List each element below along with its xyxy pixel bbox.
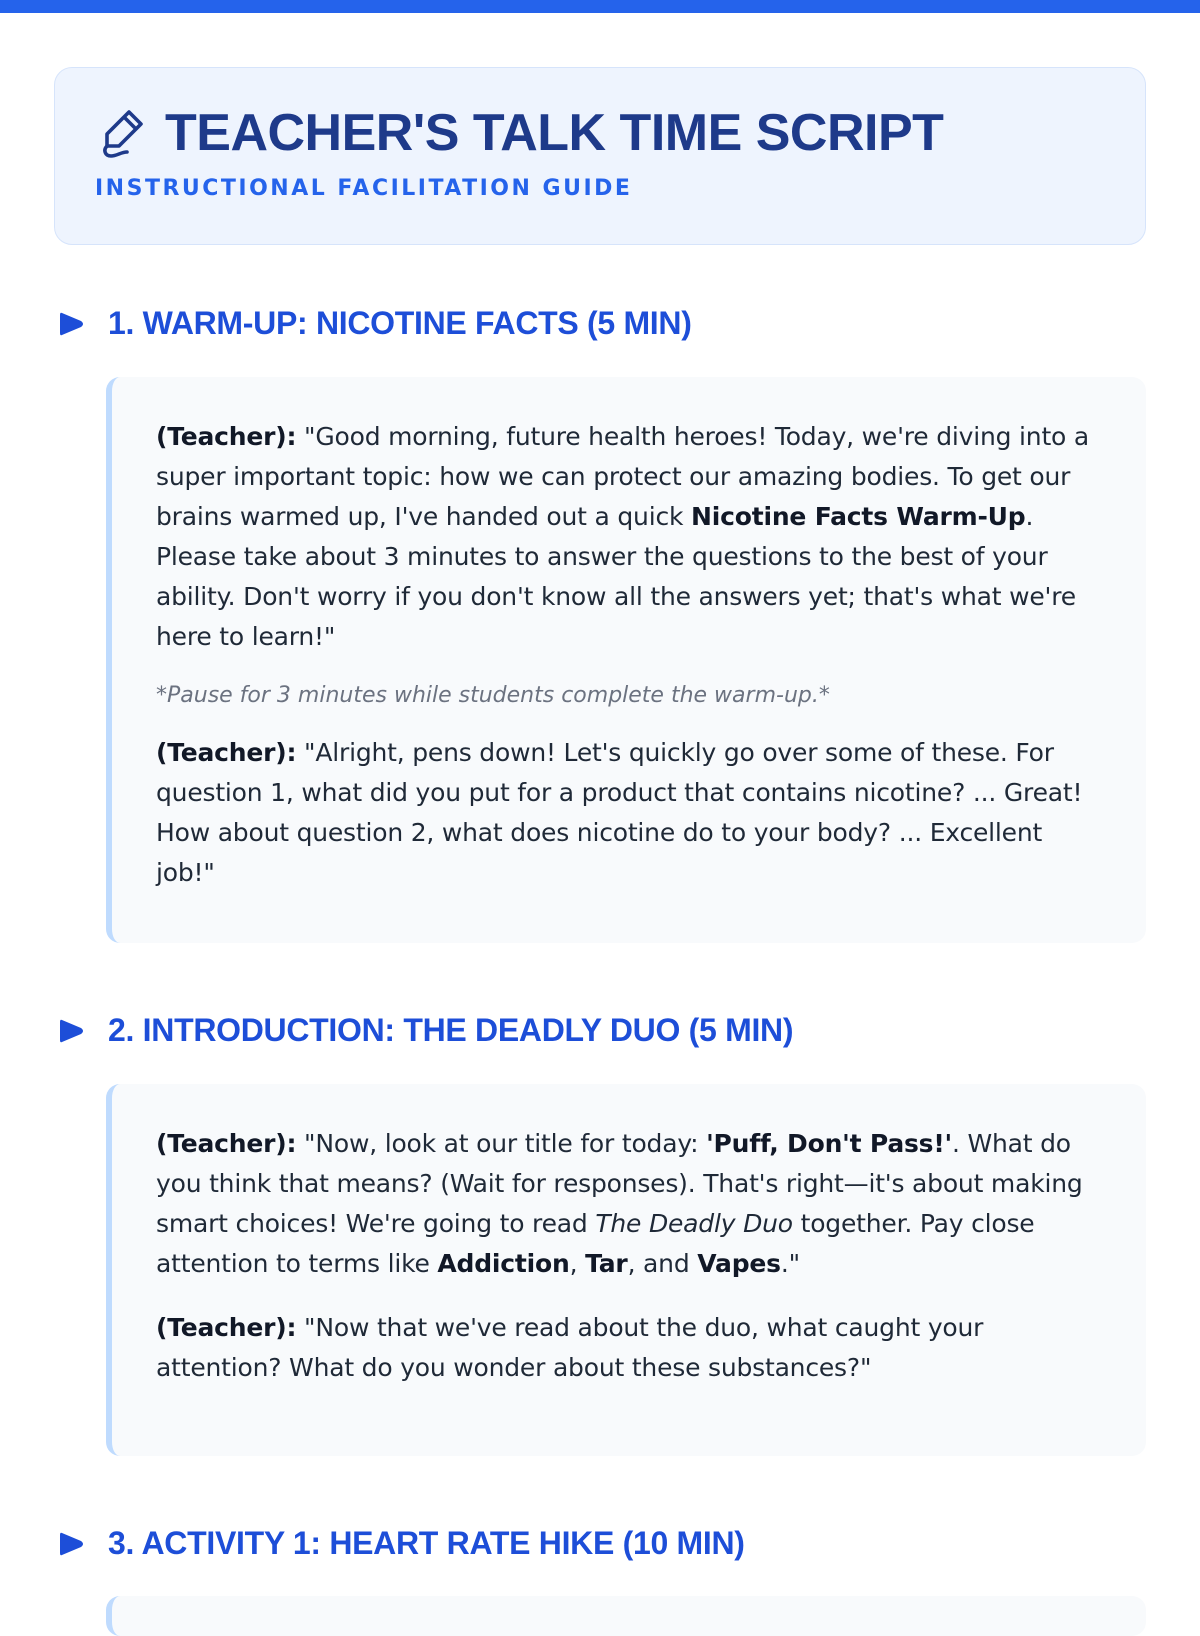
script-text: "Now that we've read about the duo, what caught your attention? What do you wonder about these substances?" (156, 1313, 984, 1382)
script-card-activity (106, 1596, 1146, 1636)
speaker-label: (Teacher): (156, 1313, 297, 1342)
header-title-row (99, 106, 943, 160)
script-emphasis: Nicotine Facts Warm-Up (691, 502, 1026, 531)
script-text: together. Pay close attention to terms like (156, 1209, 1035, 1278)
section-title: 1. WARM-UP: NICOTINE FACTS (5 MIN) (108, 305, 692, 341)
teacher-line (156, 1308, 1098, 1388)
speaker-label: (Teacher): (156, 1129, 297, 1158)
speaker-label: (Teacher): (156, 738, 297, 767)
script-text: ." (780, 1249, 800, 1278)
script-text: . Please take about 3 minutes to answer the questions to the best of your ability. Don't worry if you don't know all the answers yet; that's what we're here to learn!" (156, 502, 1076, 651)
section-heading-1 (58, 305, 692, 342)
section-heading-3 (58, 1525, 745, 1562)
play-icon (58, 1530, 86, 1558)
teacher-line (156, 417, 1098, 657)
speaker-label: (Teacher): (156, 422, 297, 451)
section-title: 3. ACTIVITY 1: HEART RATE HIKE (10 MIN) (108, 1525, 745, 1561)
play-icon (58, 1017, 86, 1045)
script-text: "Alright, pens down! Let's quickly go over some of these. For question 1, what did you put for a product that contains nicotine? ... Great! How about question 2, what does nicotine do to your body? ... Excellent job!" (156, 738, 1083, 887)
teacher-line (156, 733, 1098, 893)
script-text: , and (627, 1249, 698, 1278)
section-title: 2. INTRODUCTION: THE DEADLY DUO (5 MIN) (108, 1012, 794, 1048)
top-accent-bar (0, 0, 1200, 13)
script-emphasis: Tar (585, 1249, 628, 1278)
page-title: TEACHER'S TALK TIME SCRIPT (165, 104, 944, 162)
script-text: , (569, 1249, 586, 1278)
script-italic: The Deadly Duo (595, 1209, 793, 1238)
stage-direction: *Pause for 3 minutes while students complete the warm-up.* (156, 683, 830, 708)
pen-icon (99, 106, 147, 160)
header-card (54, 67, 1146, 245)
script-emphasis: 'Puff, Don't Pass!' (706, 1129, 953, 1158)
script-emphasis: Addiction (437, 1249, 570, 1278)
script-emphasis: Vapes (697, 1249, 781, 1278)
script-text: "Now, look at our title for today: (296, 1129, 707, 1158)
page-subtitle: INSTRUCTIONAL FACILITATION GUIDE (95, 176, 633, 201)
teacher-line (156, 1124, 1098, 1284)
script-text: "Good morning, future health heroes! Today, we're diving into a super important topic: how we can protect our amazing bodies. To get our brains warmed up, I've handed out a quick (156, 422, 1090, 531)
section-heading-2 (58, 1012, 793, 1049)
script-card-warm-up (106, 377, 1146, 943)
script-card-introduction (106, 1084, 1146, 1456)
script-text: . What do you think that means? (Wait for responses). That's right—it's about making smart choices! We're going to read (156, 1129, 1083, 1238)
play-icon (58, 310, 86, 338)
